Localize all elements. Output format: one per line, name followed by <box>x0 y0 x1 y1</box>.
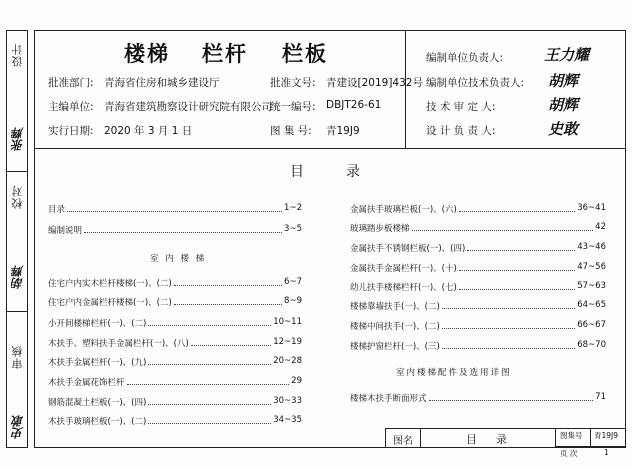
drawing-name-label: 图名 <box>393 436 413 447</box>
toc-entry[interactable] <box>350 340 606 352</box>
responsible-signature-1: 王力耀 <box>544 46 590 64</box>
doc-no-label: 批准文号: <box>270 77 316 89</box>
toc-entry[interactable] <box>48 376 302 388</box>
responsible-label-4: 设 计 负 责 人: <box>426 125 496 137</box>
responsible-label-1: 编制单位负责人: <box>426 52 504 64</box>
toc-entry-page: 3~5 <box>284 224 302 234</box>
toc-entry-title: 编制说明 <box>48 226 83 236</box>
toc-entry-page: 12~19 <box>273 337 302 347</box>
approval-dept: 青海省住房和城乡建设厅 <box>104 77 220 89</box>
toc-leader-dots <box>467 250 575 251</box>
toc-entry-page: 6~7 <box>284 277 302 287</box>
unified-no-label: 统一编号: <box>270 101 316 113</box>
strip-label-design: 设计 <box>11 43 24 67</box>
toc-title-char-1: 目 <box>290 164 304 180</box>
toc-entry-title: 楼梯中间扶手(一)、(二) <box>350 322 440 332</box>
toc-entry[interactable] <box>350 262 606 274</box>
toc-entry-title: 玻璃踏步板楼梯 <box>350 224 410 234</box>
toc-entry[interactable] <box>48 396 302 408</box>
toc-section-heading: 室内楼梯配件及选用详图 <box>396 368 512 378</box>
toc-entry[interactable] <box>48 277 302 289</box>
strip-cell-review <box>7 311 27 447</box>
title-block-sep2 <box>555 428 556 448</box>
title-part-1: 楼梯 <box>124 42 170 66</box>
toc-entry-title: 金属扶手金属栏杆(一)、(十) <box>350 264 457 274</box>
toc-entry[interactable] <box>48 296 302 308</box>
responsible-label-2: 编制单位技术负责人: <box>426 77 525 89</box>
toc-entry-title: 住宅户内实木栏杆楼梯(一)、(二) <box>48 279 172 289</box>
toc-leader-dots <box>459 211 575 212</box>
toc-entry[interactable] <box>48 317 302 329</box>
toc-entry[interactable] <box>350 281 606 293</box>
toc-entry-title: 木扶手、塑料扶手金属栏杆(一)、(八) <box>48 339 189 349</box>
toc-entry-page: 36~41 <box>577 203 606 213</box>
responsible-signature-3: 胡辉 <box>548 96 579 114</box>
responsible-signature-2: 胡辉 <box>548 72 579 90</box>
atlas-no-label: 图 集 号: <box>270 125 312 137</box>
toc-leader-dots <box>148 404 271 405</box>
toc-entry-title: 小开间楼梯栏杆(一)、(二) <box>48 319 147 329</box>
toc-section-heading: 室 内 楼 梯 <box>150 254 207 264</box>
atlas-no: 青19J9 <box>326 125 360 137</box>
editor-unit-label: 主编单位: <box>48 101 94 113</box>
strip-label-review: 审核 <box>11 345 24 369</box>
toc-entry[interactable] <box>350 222 606 234</box>
header-divider <box>34 148 626 149</box>
toc-entry-page: 10~11 <box>273 317 302 327</box>
editor-unit: 青海省建筑勘察设计研究院有限公司 <box>104 101 272 113</box>
toc-leader-dots <box>459 270 575 271</box>
toc-entry-page: 8~9 <box>284 296 302 306</box>
toc-leader-dots <box>148 325 271 326</box>
toc-entry[interactable] <box>48 337 302 349</box>
implementation-date: 2020 年 3 月 1 日 <box>104 125 193 137</box>
toc-entry-page: 20~28 <box>273 356 302 366</box>
toc-entry-title: 幼儿扶手楼梯栏杆(一)、(七) <box>350 283 457 293</box>
toc-entry-title: 住宅户内金属栏杆楼梯(一)、(二) <box>48 298 172 308</box>
toc-entry-title: 楼梯护窗栏杆(一)、(三) <box>350 342 440 352</box>
title-block-sep3 <box>590 428 591 448</box>
toc-entry-title: 木扶手玻璃栏板(一)、(二) <box>48 417 147 427</box>
toc-entry-page: 66~67 <box>577 320 606 330</box>
toc-entry[interactable] <box>350 203 606 215</box>
toc-entry-page: 1~2 <box>284 203 302 213</box>
date-label: 实行日期: <box>48 125 94 137</box>
title-block-atlas-label: 图集号 <box>560 431 583 440</box>
toc-entry-title: 金属扶手不锈钢栏板(一)、(四) <box>350 244 466 254</box>
toc-leader-dots <box>127 384 289 385</box>
toc-leader-dots <box>148 364 271 365</box>
toc-entry-page: 57~63 <box>577 281 606 291</box>
toc-leader-dots <box>442 328 575 329</box>
toc-entry-title: 目录 <box>48 205 66 215</box>
title-part-3: 栏板 <box>282 42 328 66</box>
title-block-page-label: 页 次 <box>560 449 578 458</box>
title-part-2: 栏杆 <box>202 42 248 66</box>
title-block-left <box>385 428 386 448</box>
toc-entry[interactable] <box>350 392 606 404</box>
strip-signature-design: 张辉 <box>11 127 25 151</box>
doc-no: 青建设[2019]432号 <box>326 77 423 89</box>
toc-leader-dots <box>174 304 282 305</box>
title-block-page: 1 <box>604 448 609 457</box>
responsible-signature-4: 史敢 <box>548 120 579 138</box>
toc-entry-title: 楼梯木扶手断面形式 <box>350 394 427 404</box>
toc-entry[interactable] <box>350 320 606 332</box>
toc-entry-page: 43~46 <box>577 242 606 252</box>
toc-leader-dots <box>429 400 593 401</box>
toc-entry-page: 34~35 <box>273 415 302 425</box>
strip-cell-design <box>7 31 27 171</box>
unified-no: DBJT26-61 <box>326 99 382 111</box>
toc-title-char-2: 录 <box>346 164 360 180</box>
toc-leader-dots <box>191 345 271 346</box>
toc-entry-title: 金属扶手玻璃栏板(一)、(六) <box>350 205 457 215</box>
toc-entry[interactable] <box>48 224 302 236</box>
toc-entry[interactable] <box>48 356 302 368</box>
drawing-name-char-2: 录 <box>496 433 507 446</box>
toc-leader-dots <box>412 230 593 231</box>
responsible-label-3: 技 术 审 定 人: <box>426 101 496 113</box>
toc-leader-dots <box>442 348 575 349</box>
toc-entry[interactable] <box>48 415 302 427</box>
toc-entry-title: 钢筋混凝土栏板(一)、(四) <box>48 398 147 408</box>
drawing-name-char-1: 目 <box>466 433 477 446</box>
toc-entry-title: 楼梯靠墙扶手(一)、(二) <box>350 302 440 312</box>
toc-leader-dots <box>148 423 271 424</box>
strip-cell-check <box>7 171 27 311</box>
toc-entry-page: 29 <box>291 376 302 386</box>
strip-signature-check: 胡辉 <box>11 265 25 289</box>
toc-entry[interactable] <box>350 300 606 312</box>
toc-entry[interactable] <box>350 242 606 254</box>
toc-entry-page: 47~56 <box>577 262 606 272</box>
toc-entry-page: 68~70 <box>577 340 606 350</box>
toc-entry-page: 30~33 <box>273 396 302 406</box>
toc-entry-page: 71 <box>595 392 606 402</box>
toc-leader-dots <box>67 211 282 212</box>
toc-entry-title: 木扶手金属栏杆(一)、(九) <box>48 358 147 368</box>
strip-signature-review: 史敢 <box>11 415 25 439</box>
title-block-atlas-no: 青19J9 <box>594 431 619 440</box>
strip-label-check: 校对 <box>11 185 24 209</box>
toc-entry[interactable] <box>48 203 302 215</box>
approval-dept-label: 批准部门: <box>48 77 94 89</box>
toc-entry-page: 64~65 <box>577 300 606 310</box>
toc-leader-dots <box>84 232 282 233</box>
side-signature-strip <box>6 30 28 448</box>
toc-leader-dots <box>442 308 575 309</box>
toc-entry-page: 42 <box>595 222 606 232</box>
toc-leader-dots <box>459 289 575 290</box>
title-block-sep1 <box>420 428 421 448</box>
toc-leader-dots <box>174 285 282 286</box>
toc-entry-title: 木扶手金属花饰栏杆 <box>48 378 125 388</box>
